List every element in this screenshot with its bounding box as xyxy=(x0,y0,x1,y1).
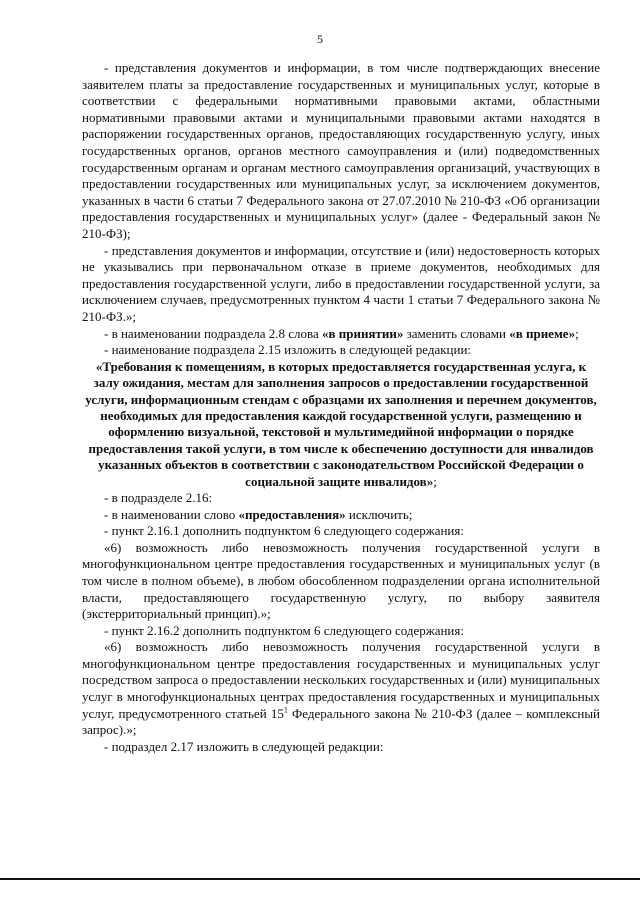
page-number: 5 xyxy=(317,32,323,46)
subsection-2-15-heading xyxy=(82,359,600,490)
bold-quote-word: «предоставления» xyxy=(238,506,346,522)
text-run: заменить словами xyxy=(403,325,510,341)
text-run: - в наименовании подраздела 2.8 слова xyxy=(104,325,322,341)
text-run: Федерального закона № 210-ФЗ (далее – комплексный запрос).»; xyxy=(82,705,601,738)
paragraph-point-2-16-2: - пункт 2.16.2 дополнить подпунктом 6 следующего содержания: xyxy=(104,622,464,638)
paragraph-subsection-2-8 xyxy=(82,326,600,343)
text-run: ; xyxy=(575,325,579,341)
paragraph-exceptions-documents: - представления документов и информации, в том числе подтверждающих внесение заявителем платы за предоставление государственных и муниципальных услуг, которые в соответствии с федеральными нормативными правовыми актами, областными нормативными правовыми актами и муниципальными правовыми актами находятся в распоряжении государственных органов, предоставляющих государственную услугу, иных государственных органов, органов местного самоуправления и (или) подведомственных государственным органам и органам местного самоуправления организаций, участвующих в предоставлении государственных или муниципальных услуг, за исключением документов, указанных в части 6 статьи 7 Федерального закона от 27.07.2010 № 210-ФЗ «Об организации предоставления государственных и муниципальных услуг» (далее - Федеральный закон № 210-ФЗ); xyxy=(82,60,600,241)
paragraph-subpoint-6-first: «6) возможность либо невозможность получения государственной услуги в многофункциональном центре предоставления государственных и муниципальных услуг (в том числе в полном объеме), в любом обособленном подразделении органа исполнительной власти, предоставляющего государственную услугу, по выбору заявителя (экстерриториальный принцип).»; xyxy=(82,539,600,622)
paragraph-remove-word xyxy=(82,507,600,524)
bold-quote-new: «в приеме» xyxy=(509,325,576,341)
text-run: «6) возможность либо невозможность получения государственной услуги в многофункциональном центре предоставления государственных и муниципальных услуг посредством запроса о предоставлении нескольких государственных и (или) муниципальных услуг в многофункциональных центрах предоставления государственных и муниципальных услуг, предусмотренного статьей 15 xyxy=(82,639,600,721)
paragraph-subsection-2-15: - наименование подраздела 2.15 изложить в следующей редакции: xyxy=(104,342,472,358)
heading-text: «Требования к помещениям, в которых предоставляется государственная услуга, к залу ожидания, местам для заполнения запросов о предоставлении государственной услуги, информационным стендам с образцами их заполнения и перечнем документов, необходимых для предоставления каждой государственной услуги, размещению и оформлению визуальной, текстовой и мультимедийной информации о порядке предоставления такой услуги, в том числе к обеспечению доступности для инвалидов указанных объектов в соответствии с законодательством Российской Федерации о социальной защите инвалидов» xyxy=(85,358,597,489)
document-body xyxy=(82,60,600,755)
superscript: 1 xyxy=(283,705,288,715)
paragraph-subsection-2-16: - в подразделе 2.16: xyxy=(104,489,213,505)
bottom-rule xyxy=(0,878,640,880)
text-run: исключить; xyxy=(345,506,413,522)
paragraph-exceptions-absence: - представления документов и информации, отсутствие и (или) недостоверность которых не указывались при первоначальном отказе в приеме документов, необходимых для предоставления государственной услуги, либо в предоставлении государственной услуги, за исключением случаев, предусмотренных пунктом 4 части 1 статьи 7 Федерального закона № 210-ФЗ.»; xyxy=(82,242,600,324)
paragraph-subpoint-6-second xyxy=(82,639,600,739)
text-run: - в наименовании слово xyxy=(104,506,239,522)
bold-quote-old: «в принятии» xyxy=(321,325,404,341)
paragraph-subsection-2-17: - подраздел 2.17 изложить в следующей редакции: xyxy=(104,738,384,754)
heading-tail: ; xyxy=(433,473,437,489)
paragraph-point-2-16-1: - пункт 2.16.1 дополнить подпунктом 6 следующего содержания: xyxy=(104,523,464,539)
